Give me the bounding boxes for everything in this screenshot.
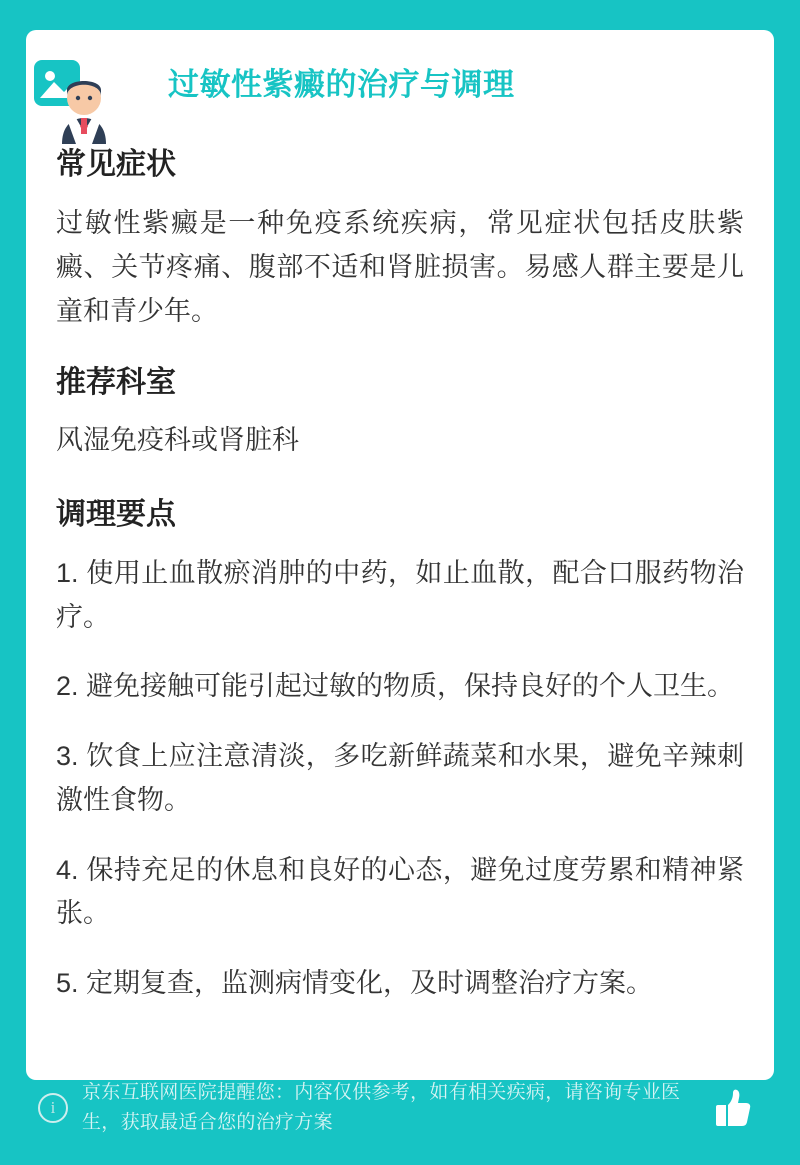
section-text-symptoms: 过敏性紫癜是一种免疫系统疾病，常见症状包括皮肤紫癜、关节疼痛、腹部不适和肾脏损害。易感人群主要是儿童和青少年。 — [56, 208, 744, 326]
info-circle-icon: i — [38, 1093, 68, 1123]
doctor-avatar-icon — [32, 48, 136, 152]
footer-disclaimer-bar — [26, 1065, 774, 1151]
section-heading-department: 推荐科室 — [56, 366, 176, 400]
list-item: 5. 定期复查，监测病情变化，及时调整治疗方案。 — [56, 968, 654, 999]
section-text-department: 风湿免疫科或肾脏科 — [56, 425, 299, 456]
page-title: 过敏性紫癜的治疗与调理 — [168, 67, 515, 102]
section-heading-symptoms: 常见症状 — [56, 148, 176, 182]
section-heading-care-points: 调理要点 — [56, 497, 176, 531]
list-item: 2. 避免接触可能引起过敏的物质，保持良好的个人卫生。 — [56, 671, 735, 702]
article-content — [56, 145, 744, 1006]
care-points-list — [56, 552, 744, 1006]
list-item: 3. 饮食上应注意清淡，多吃新鲜蔬菜和水果，避免辛辣刺激性食物。 — [56, 741, 744, 815]
content-card — [26, 30, 774, 1080]
thumbs-up-icon[interactable] — [704, 1082, 756, 1134]
list-item: 1. 使用止血散瘀消肿的中药，如止血散，配合口服药物治疗。 — [56, 557, 744, 632]
disclaimer-text: 京东互联网医院提醒您：内容仅供参考，如有相关疾病，请咨询专业医生，获取最适合您的治疗方案 — [82, 1081, 681, 1133]
list-item: 4. 保持充足的休息和良好的心态，避免过度劳累和精神紧张。 — [56, 854, 744, 929]
